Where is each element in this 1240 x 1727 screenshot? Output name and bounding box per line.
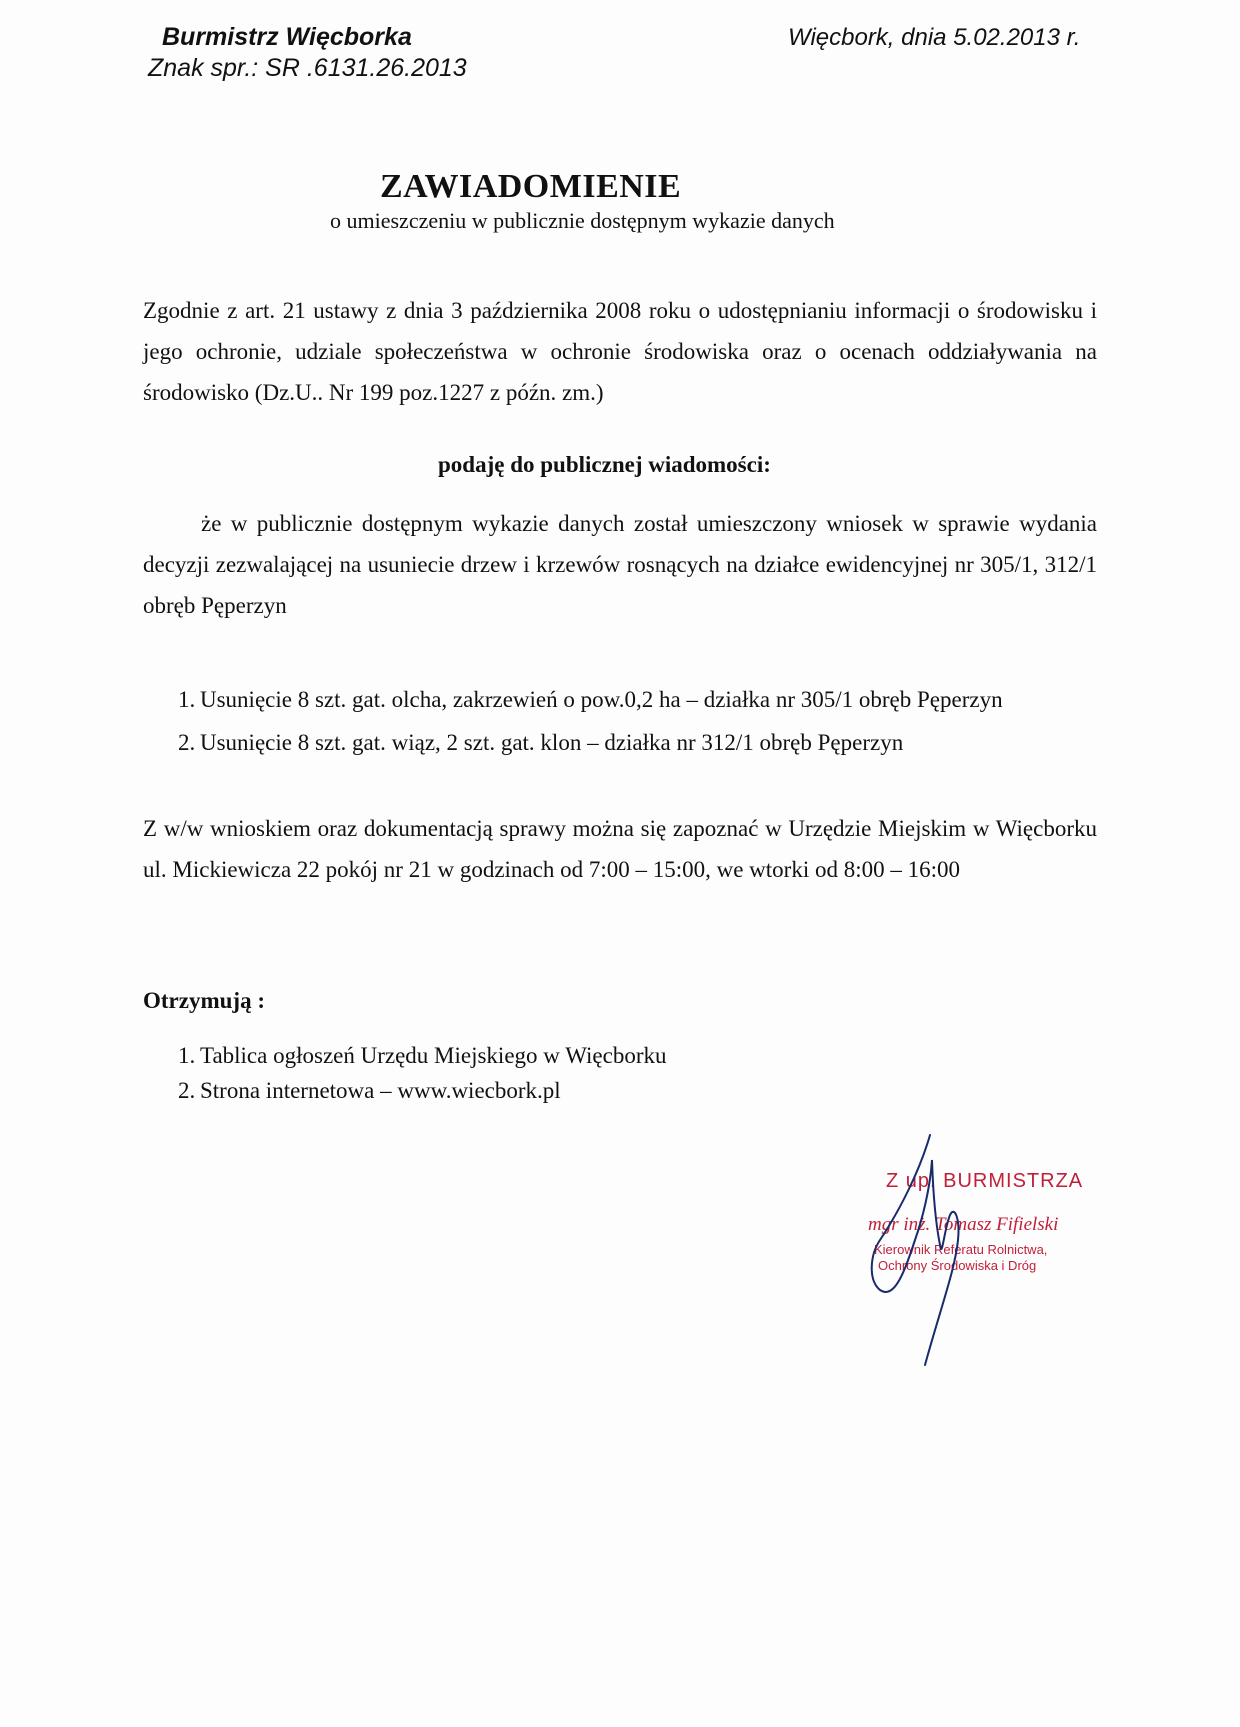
list-item-number: 1. xyxy=(178,687,196,712)
office-info-paragraph: Z w/w wnioskiem oraz dokumentacją sprawy można się zapoznać w Urzędzie Miejskim w Więcborku ul. Mickiewicza 22 pokój nr 21 w godzinach od 7:00 – 15:00, we wtorki od 8:00 – 16:00 xyxy=(143,816,1097,882)
legal-basis-paragraph: Zgodnie z art. 21 ustawy z dnia 3 października 2008 roku o udostępnianiu informacji o środowisku i jego ochronie, udziale społeczeństwa w ochronie środowiska oraz o ocenach oddziaływania na środowisko (Dz.U.. Nr 199 poz.1227 z późn. zm.) xyxy=(143,298,1097,405)
announcement-heading: podaję do publicznej wiadomości: xyxy=(438,452,771,477)
stamp-role-line-2: Ochrony Środowiska i Dróg xyxy=(878,1258,1037,1273)
list-item xyxy=(178,1038,666,1073)
issuing-authority: Burmistrz Więcborka xyxy=(162,23,412,51)
notice-paragraph-text: że w publicznie dostępnym wykazie danych został umieszczony wniosek w sprawie wydania decyzji zezwalającej na usuniecie drzew i krzewów rosnących na działce ewidencyjnej nr 305/1, 312/1 obręb Pęperzyn xyxy=(143,511,1097,618)
place-and-date: Więcbork, dnia 5.02.2013 r. xyxy=(788,24,1081,51)
stamp-name: mgr inż. Tomasz Fifielski xyxy=(868,1214,1059,1235)
notice-paragraph xyxy=(143,503,1097,626)
list-item xyxy=(178,678,1003,721)
document-title: ZAWIADOMIENIE xyxy=(380,168,682,205)
recipients-list xyxy=(178,1038,666,1108)
list-item-text: Usunięcie 8 szt. gat. olcha, zakrzewień o pow.0,2 ha – działka nr 305/1 obręb Pęperzyn xyxy=(200,687,1003,712)
list-item xyxy=(178,721,1003,764)
stamp-role-line-1: Kierownik Referatu Rolnictwa, xyxy=(874,1242,1048,1257)
case-reference: Znak spr.: SR .6131.26.2013 xyxy=(148,54,467,82)
header-left xyxy=(148,22,467,84)
stamp-title: Z up. BURMISTRZA xyxy=(886,1170,1084,1192)
recipients-heading: Otrzymują : xyxy=(143,988,265,1013)
list-item-number: 2. xyxy=(178,1078,196,1103)
list-item-text: Tablica ogłoszeń Urzędu Miejskiego w Więcborku xyxy=(200,1043,667,1068)
list-item xyxy=(178,1073,666,1108)
request-items-list xyxy=(178,678,1003,764)
list-item-number: 1. xyxy=(178,1043,196,1068)
list-item-text: Strona internetowa – www.wiecbork.pl xyxy=(200,1078,561,1103)
list-item-number: 2. xyxy=(178,730,196,755)
document-subtitle: o umieszczeniu w publicznie dostępnym wykazie danych xyxy=(330,208,835,233)
official-stamp xyxy=(860,1158,1130,1318)
list-item-text: Usunięcie 8 szt. gat. wiąz, 2 szt. gat. klon – działka nr 312/1 obręb Pęperzyn xyxy=(200,730,904,755)
